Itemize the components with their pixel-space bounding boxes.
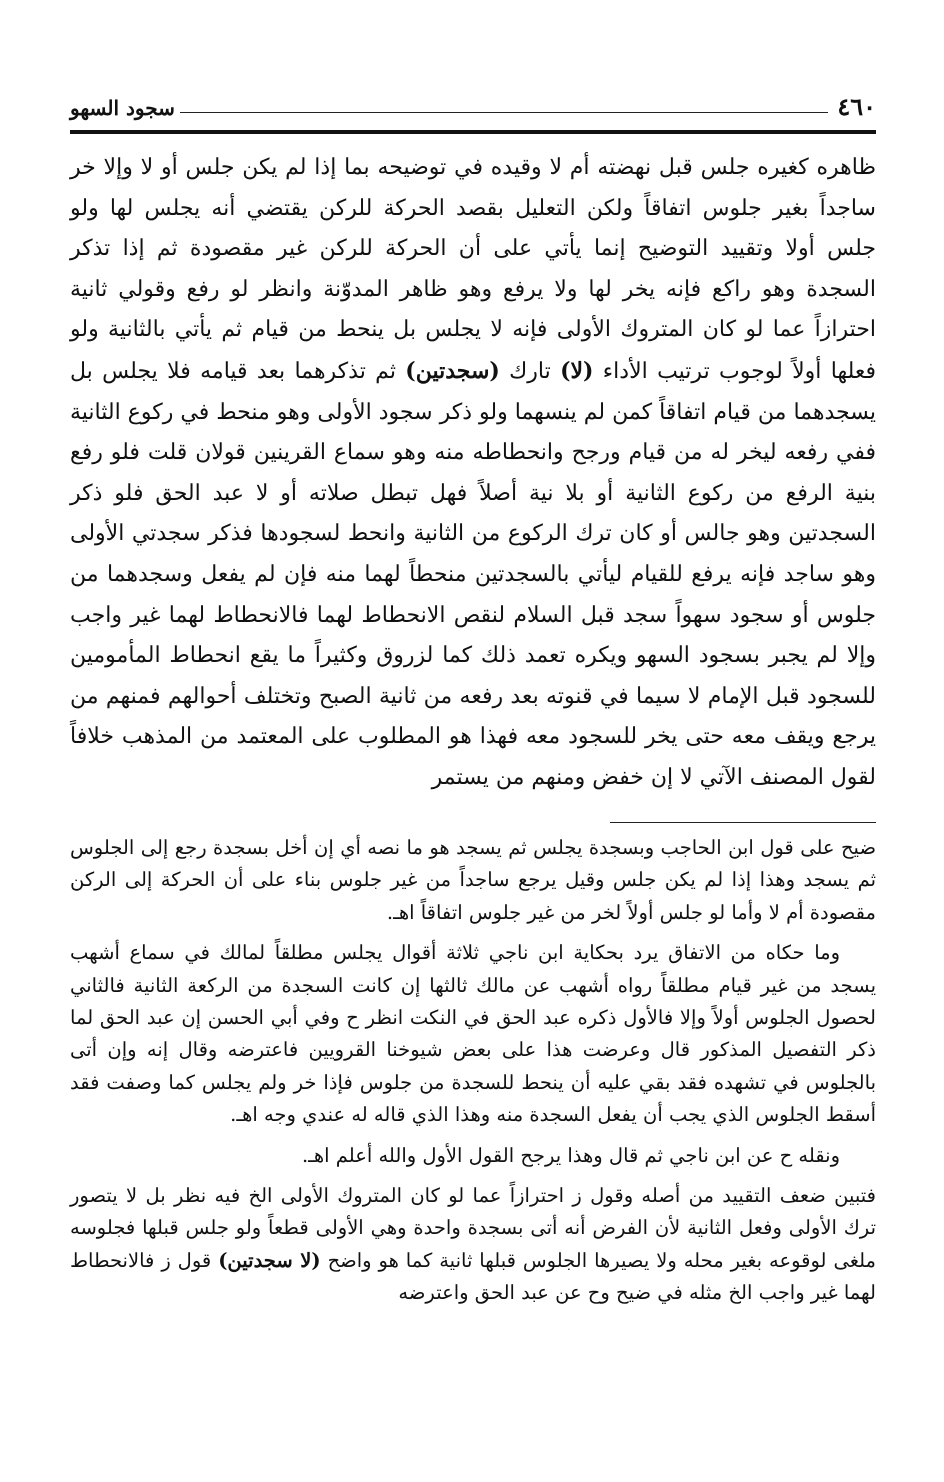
main-text-segment: ثم تذكرهما بعد قيامه فلا يجلس بل يسجدهما من قيام اتفاقاً كمن لم ينسهما ولو ذكر سجود الأولى وهو منحط في ركوع الثانية ففي رفعه ليخر له من قيام ورجح وانحطاطه منه وهو سماع القرينين قولان قلت فلو رفع بنية الرفع من ركوع الثانية أو بلا نية أصلاً فهل تبطل صلاته أو لا عبد الحق فلو ذكر السجدتين وهو جالس أو كان ترك الركوع من الثانية وانحط لسجودها فذكر سجدتي الأولى وهو ساجد فإنه يرفع للقيام ليأتي بالسجدتين منحطاً لهما منه فإن لم يفعل وسجدهما من جلوس أو سجود سهواً سجد قبل السلام لنقص الانحطاط لهما فالانحطاط لهما غير واجب وإلا لم يجبر بسجود السهو ويكره تعمد ذلك كما لزروق وكثيراً ما يقع انحطاط المأمومين للسجود قبل الإمام لا سيما في قنوته بعد رفعه من ثانية الصبح وتختلف أحوالهم فمنهم من يرجع ويقف معه حتى يخر للسجود معه فهذا هو المطلوب على المعتمد من المذهب خلافاً لقول المصنف الآتي لا إن خفض ومنهم من يستمر (70, 358, 876, 790)
running-title: سجود السهو (70, 96, 175, 120)
header-divider (70, 130, 876, 134)
page-header (70, 92, 876, 128)
footnotes (70, 832, 876, 1318)
matn-term-sajdatayn: (سجدتين) (405, 357, 500, 384)
header-rule (180, 112, 828, 113)
matn-term-la: (لا) (560, 357, 594, 384)
footnote-paragraph-3: ونقله ح عن ابن ناجي ثم قال وهذا يرجح القول الأول والله أعلم اهـ. (301, 1143, 840, 1167)
book-page (70, 0, 876, 1482)
footnote-text-segment: قول ز فالانحطاط لهما غير واجب الخ مثله في ضيح وح عن عبد الحق واعترضه (70, 1248, 876, 1305)
main-text-segment: ظاهره كغيره جلس قبل نهضته أم لا وقيده في توضيحه بما إذا لم يكن جلس أو لا وإلا خر ساجداً بغير جلوس اتفاقاً ولكن التعليل بقصد الحركة للركن يقتضي أنه يجلس لها ولو جلس أولا وتقييد التوضيح إنما يأتي على أن الحركة للركن غير مقصودة ثم إذا تذكر السجدة وهو راكع فإنه يخر لها ولا يرفع وهو ظاهر المدوّنة وانظر لو رفع وقولي ثانية احترازاً عما لو كان المتروك الأولى فإنه لا يجلس بل ينحط من قيام ثم يأتي بالثانية ولو فعلها أولاً لوجوب ترتيب الأداء (70, 155, 877, 384)
footnote-text-segment: فتبين ضعف التقييد من أصله وقول ز احترازاً عما لو كان المتروك الأولى الخ فيه نظر بل لا يتصور ترك الأولى وفعل الثانية لأن الفرض أنه أتى بسجدة واحدة وهي الأولى قطعاً ولو جلس قبلها فجلوسه ملغى لوقوعه بغير محله ولا يصيرها الجلوس قبلها ثانية كما هو واضح (70, 1184, 877, 1272)
footnote-separator (610, 822, 876, 823)
matn-term-la-sajdatayn: (لا سجدتين) (218, 1248, 321, 1272)
page-number: ٤٦٠ (837, 92, 876, 121)
footnote-paragraph-4 (70, 1180, 876, 1310)
footnote-paragraph-1: ضيح على قول ابن الحاجب وبسجدة يجلس ثم يسجد هو ما نصه أي إن أخل بسجدة رجع إلى الجلوس ثم يسجد وهذا إذا لم يكن جلس وقيل يرجع ساجداً من غير جلوس بناء على أن الحركة إلى الركن مقصودة أم لا وأما لو جلس أولاً لخر من غير جلوس اتفاقاً اهـ. (70, 836, 876, 924)
main-text (70, 148, 876, 799)
footnote-paragraph-2: وما حكاه من الاتفاق يرد بحكاية ابن ناجي ثلاثة أقوال يجلس مطلقاً لمالك في سماع أشهب يسجد من غير قيام مطلقاً رواه أشهب عن مالك ثالثها إن كانت السجدة من الركعة الثانية فالثاني لحصول الجلوس أولاً وإلا فالأول ذكره عبد الحق في النكت انظر ح وفي أبي الحسن إن عبد الحق لما ذكر التفصيل المذكور قال وعرضت هذا على بعض شيوخنا القرويين فاعترضه وقال إنه وإن أتى بالجلوس في تشهده فقد بقي عليه أن ينحط للسجدة من جلوس فإذا خر ولم يجلس كما وصفت فقد أسقط الجلوس الذي يجب أن يفعل السجدة منه وهذا الذي قاله له عندي وجه اهـ. (70, 941, 876, 1127)
main-paragraph (70, 148, 876, 799)
main-text-segment: تارك (499, 358, 561, 384)
